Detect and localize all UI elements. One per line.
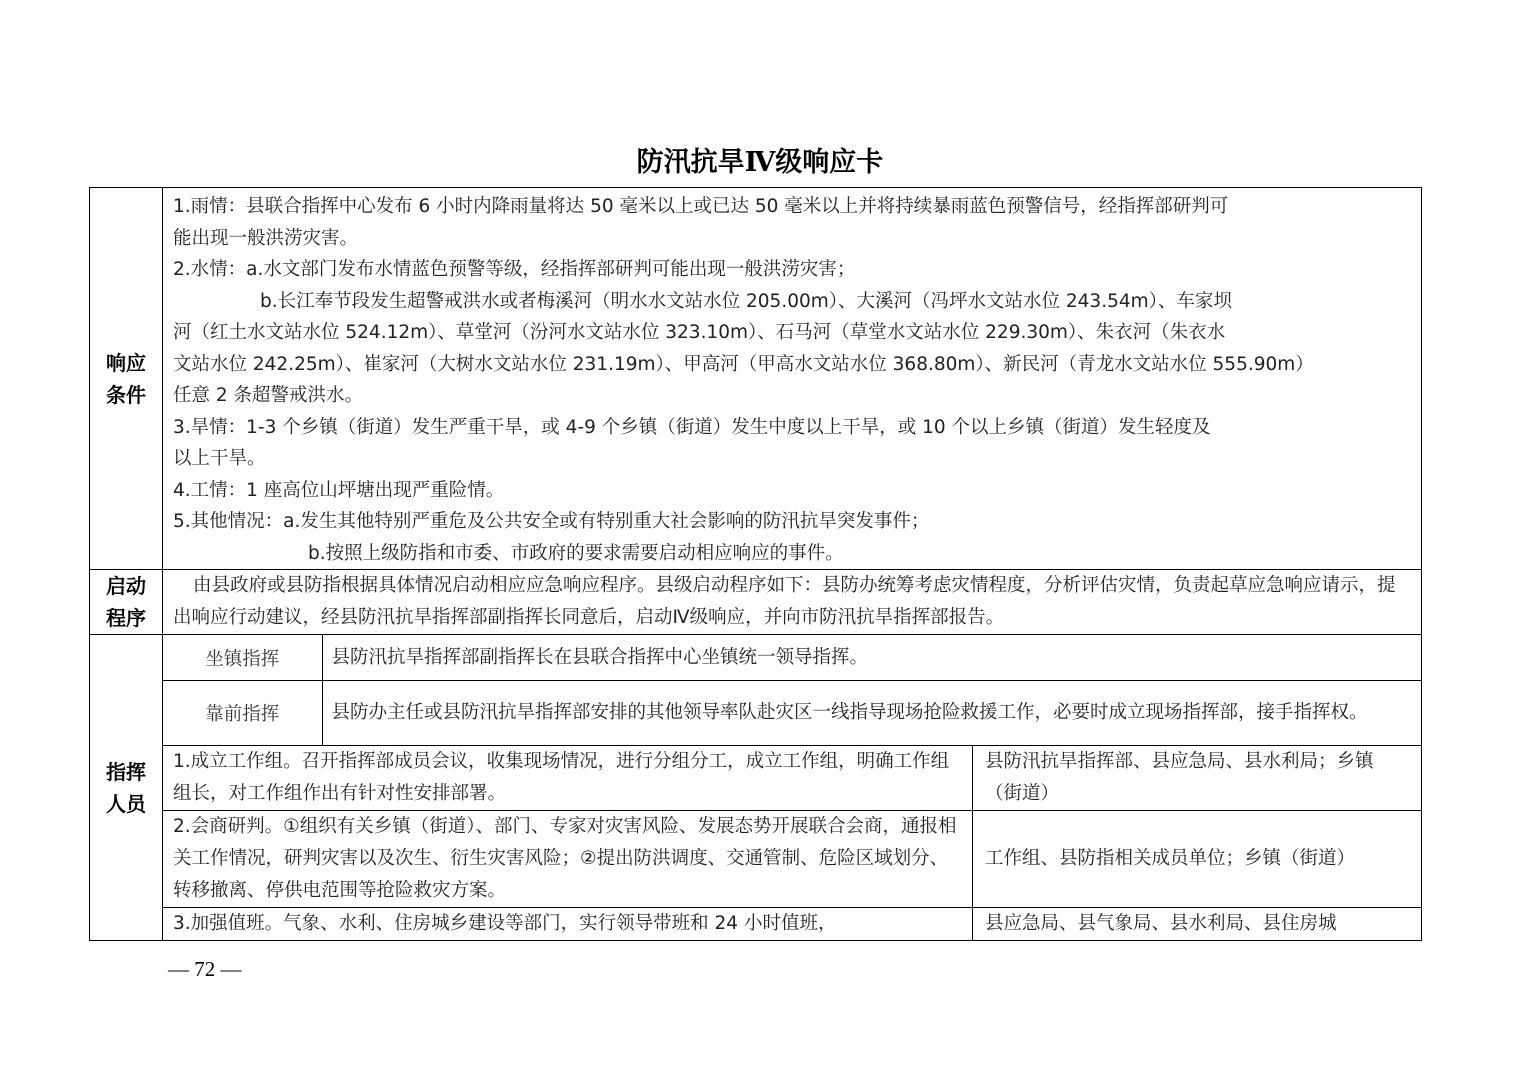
task-units	[973, 811, 1422, 908]
command-type-label: 靠前指挥	[163, 681, 322, 746]
condition-line: 4.工情：1 座高位山坪塘出现严重险情。	[173, 479, 505, 501]
command-label	[90, 635, 163, 941]
condition-line: b.长江奉节段发生超警戒洪水或者梅溪河（明水水文站水位 205.00m）、大溪河（冯坪水文站水位 243.54m）、车家坝	[260, 290, 1232, 312]
condition-line: 3.旱情：1-3 个乡镇（街道）发生严重干旱，或 4-9 个乡镇（街道）发生中度以上干旱，或 10 个以上乡镇（街道）发生轻度及	[173, 416, 1211, 438]
command-row-onsite	[90, 635, 1422, 746]
command-type-text: 县防办主任或县防汛抗旱指挥部安排的其他领导率队赴灾区一线指导现场抢险救援工作，必要时成立现场指挥部，接手指挥权。	[322, 681, 1421, 746]
condition-line: 能出现一般洪涝灾害。	[173, 227, 359, 249]
page-title: 防汛抗旱Ⅳ级响应卡	[636, 147, 884, 178]
condition-line: 文站水位 242.25m）、崔家河（大树水文站水位 231.19m）、甲高河（甲高水文站水位 368.80m）、新民河（青龙水文站水位 555.90m）	[173, 353, 1314, 375]
command-inner-table	[163, 635, 1421, 745]
startup-text: 由县政府或县防指根据具体情况启动相应应急响应程序。县级启动程序如下：县防办统筹考虑灾情程度，分析评估灾情，负责起草应急响应请示，提出响应行动建议，经县防汛抗旱指挥部副指挥长同意后，启动Ⅳ级响应，并向市防汛抗旱指挥部报告。	[173, 575, 1396, 628]
task-row	[90, 908, 1422, 941]
task-units	[973, 908, 1422, 941]
condition-line: 1.雨情：县联合指挥中心发布 6 小时内降雨量将达 50 毫米以上或已达 50 毫米以上并将持续暴雨蓝色预警信号，经指挥部研判可	[173, 196, 1229, 217]
task-units-text: 县应急局、县气象局、县水利局、县住房城	[985, 913, 1337, 934]
page-number: — 72 —	[168, 957, 242, 981]
command-subtable-1	[163, 635, 1422, 746]
task-units-text: 工作组、县防指相关成员单位；乡镇（街道）	[985, 848, 1356, 869]
conditions-label-line2: 条件	[106, 382, 146, 407]
task-text: 1.成立工作组。召开指挥部成员会议，收集现场情况，进行分组分工，成立工作组，明确工作组组长，对工作组作出有针对性安排部署。	[173, 751, 950, 804]
conditions-label	[90, 188, 163, 570]
command-label-line1: 指挥	[106, 759, 146, 784]
command-label-line2: 人员	[106, 791, 146, 816]
task-description	[163, 746, 973, 811]
startup-content	[163, 570, 1422, 635]
startup-row	[90, 570, 1422, 635]
condition-line: 5.其他情况：a.发生其他特别严重危及公共安全或有特别重大社会影响的防汛抗旱突发事件；	[173, 511, 930, 532]
startup-label-line1: 启动	[106, 574, 146, 598]
conditions-row	[90, 188, 1422, 570]
task-row	[90, 811, 1422, 908]
condition-line: b.按照上级防指和市委、市政府的要求需要启动相应响应的事件。	[308, 542, 844, 564]
task-row	[90, 746, 1422, 811]
command-type-text: 县防汛抗旱指挥部副指挥长在县联合指挥中心坐镇统一领导指挥。	[322, 635, 1421, 681]
condition-line: 2.水情：a.水文部门发布水情蓝色预警等级，经指挥部研判可能出现一般洪涝灾害；	[173, 259, 856, 280]
command-type-label: 坐镇指挥	[163, 635, 322, 681]
condition-line: 以上干旱。	[173, 448, 266, 469]
task-description	[163, 811, 973, 908]
task-units	[973, 746, 1422, 811]
task-units-text: 县防汛抗旱指挥部、县应急局、县水利局；乡镇（街道）	[985, 751, 1374, 804]
condition-line: 河（红土水文站水位 524.12m）、草堂河（汾河水文站水位 323.10m）、石马河（草堂水文站水位 229.30m）、朱衣河（朱衣水	[173, 322, 1226, 343]
response-card-table	[89, 187, 1422, 941]
task-text: 3.加强值班。气象、水利、住房城乡建设等部门，实行领导带班和 24 小时值班，	[173, 913, 837, 934]
startup-label	[90, 570, 163, 635]
task-text: 2.会商研判。①组织有关乡镇（街道）、部门、专家对灾害风险、发展态势开展联合会商，通报相关工作情况，研判灾害以及次生、衍生灾害风险；②提出防洪调度、交通管制、危险区域划分、转移撤离、停供电范围等抢险救灾方案。	[173, 816, 957, 901]
startup-label-line2: 程序	[106, 606, 146, 630]
condition-line: 任意 2 条超警戒洪水。	[173, 385, 364, 406]
conditions-content	[163, 188, 1422, 570]
conditions-label-line1: 响应	[106, 350, 146, 375]
task-description	[163, 908, 973, 941]
